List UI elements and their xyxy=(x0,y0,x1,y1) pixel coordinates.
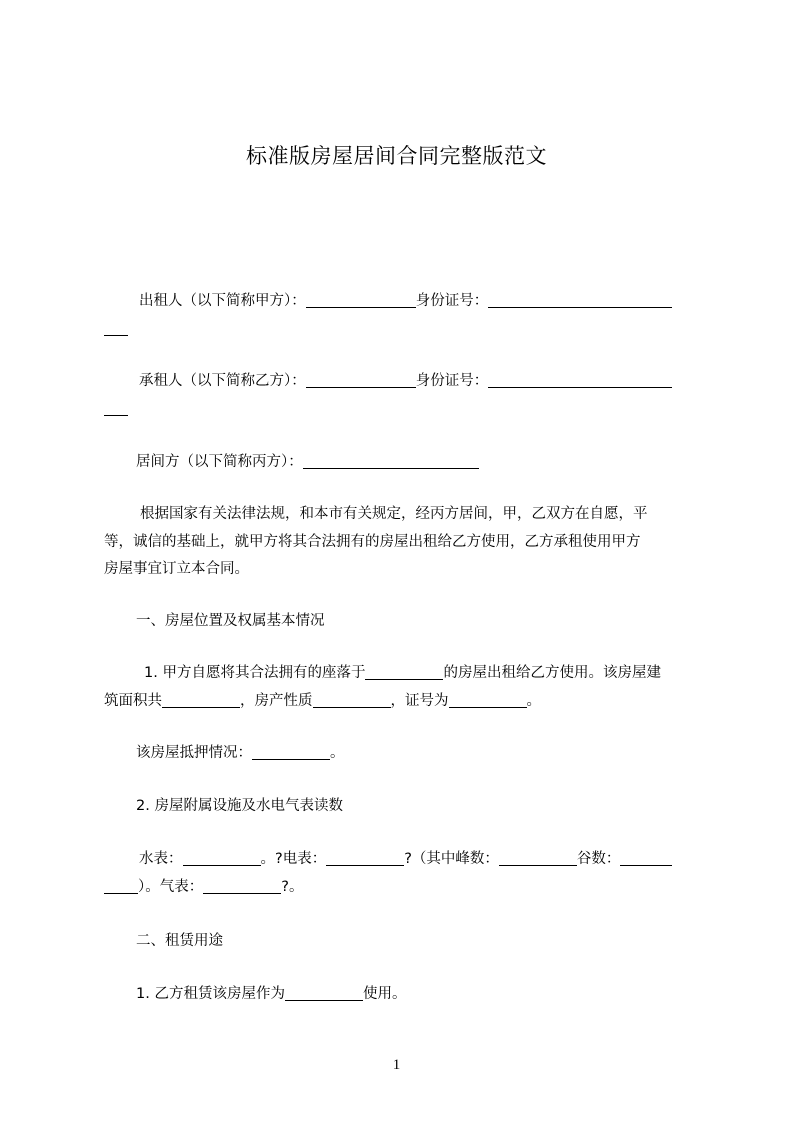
party-b-id-blank xyxy=(488,371,672,388)
party-b-id-blank-cont xyxy=(104,399,128,416)
party-a-id-continuation xyxy=(104,318,128,340)
section-1-item-2: 2. 房屋附属设施及水电气表读数 xyxy=(136,798,343,814)
section-2-heading: 二、租赁用途 xyxy=(136,933,223,949)
electric-meter-blank xyxy=(326,849,404,866)
preamble-line-1: 根据国家有关法律法规，和本市有关规定，经丙方居间，甲，乙双方在自愿，平 xyxy=(140,506,648,522)
mortgage-line xyxy=(136,742,345,764)
property-nature-label: ，房产性质 xyxy=(240,693,313,709)
valley-blank-cont xyxy=(104,877,138,894)
location-blank xyxy=(365,663,443,680)
party-a-line xyxy=(139,290,672,312)
usage-label: 1. 乙方租赁该房屋作为 xyxy=(136,986,285,1002)
mortgage-blank xyxy=(252,743,330,760)
mortgage-end: 。 xyxy=(330,745,345,761)
section-1-heading: 一、房屋位置及权属基本情况 xyxy=(136,613,325,629)
water-meter-label: 水表： xyxy=(139,851,183,867)
party-c-name-blank xyxy=(303,452,479,469)
area-blank xyxy=(162,691,240,708)
gas-meter-label: ）。气表： xyxy=(138,879,204,895)
electric-meter-label: 。?电表： xyxy=(260,851,327,867)
valley-blank xyxy=(620,849,672,866)
party-b-id-label: 身份证号： xyxy=(415,373,489,389)
property-nature-blank xyxy=(313,691,391,708)
party-b-line xyxy=(139,370,672,392)
gas-meter-blank xyxy=(203,877,281,894)
usage-blank xyxy=(285,984,363,1001)
party-a-id-blank-cont xyxy=(104,319,128,336)
preamble-line-2: 等，诚信的基础上，就甲方将其合法拥有的房屋出租给乙方使用，乙方承租使用甲方 xyxy=(104,534,641,550)
certificate-blank xyxy=(449,691,527,708)
party-a-name-blank xyxy=(306,291,416,308)
document-title: 标准版房屋居间合同完整版范文 xyxy=(246,144,547,168)
party-a-id-label: 身份证号： xyxy=(415,293,489,309)
party-c-label: 居间方（以下简称丙方）： xyxy=(136,454,303,470)
area-label: 筑面积共 xyxy=(104,693,162,709)
certificate-label: ，证号为 xyxy=(390,693,449,709)
preamble-line-3: 房屋事宜订立本合同。 xyxy=(104,561,249,577)
section-1-item-1-line-2 xyxy=(104,690,541,712)
location-text: 1. 甲方自愿将其合法拥有的座落于 xyxy=(144,665,366,681)
usage-end: 使用。 xyxy=(362,986,407,1002)
peak-blank xyxy=(499,849,577,866)
meters-line-1 xyxy=(139,848,672,870)
section-1-item-1-line-1 xyxy=(144,662,661,684)
party-a-id-blank xyxy=(488,291,672,308)
period: 。 xyxy=(526,693,541,709)
rent-to-text: 的房屋出租给乙方使用。该房屋建 xyxy=(443,665,661,681)
page-number: 1 xyxy=(392,1057,401,1073)
party-b-label: 承租人（以下简称乙方）： xyxy=(139,373,306,389)
meters-line-2 xyxy=(104,876,303,898)
peak-label: ?（其中峰数： xyxy=(404,851,499,867)
section-2-item-1 xyxy=(136,983,406,1005)
water-meter-blank xyxy=(183,849,261,866)
mortgage-label: 该房屋抵押情况： xyxy=(136,745,252,761)
party-b-name-blank xyxy=(306,371,416,388)
party-a-label: 出租人（以下简称甲方）： xyxy=(139,293,306,309)
valley-label: 谷数： xyxy=(576,851,621,867)
party-b-id-continuation xyxy=(104,398,128,420)
party-c-line xyxy=(136,451,479,473)
meters-end: ?。 xyxy=(281,879,304,895)
